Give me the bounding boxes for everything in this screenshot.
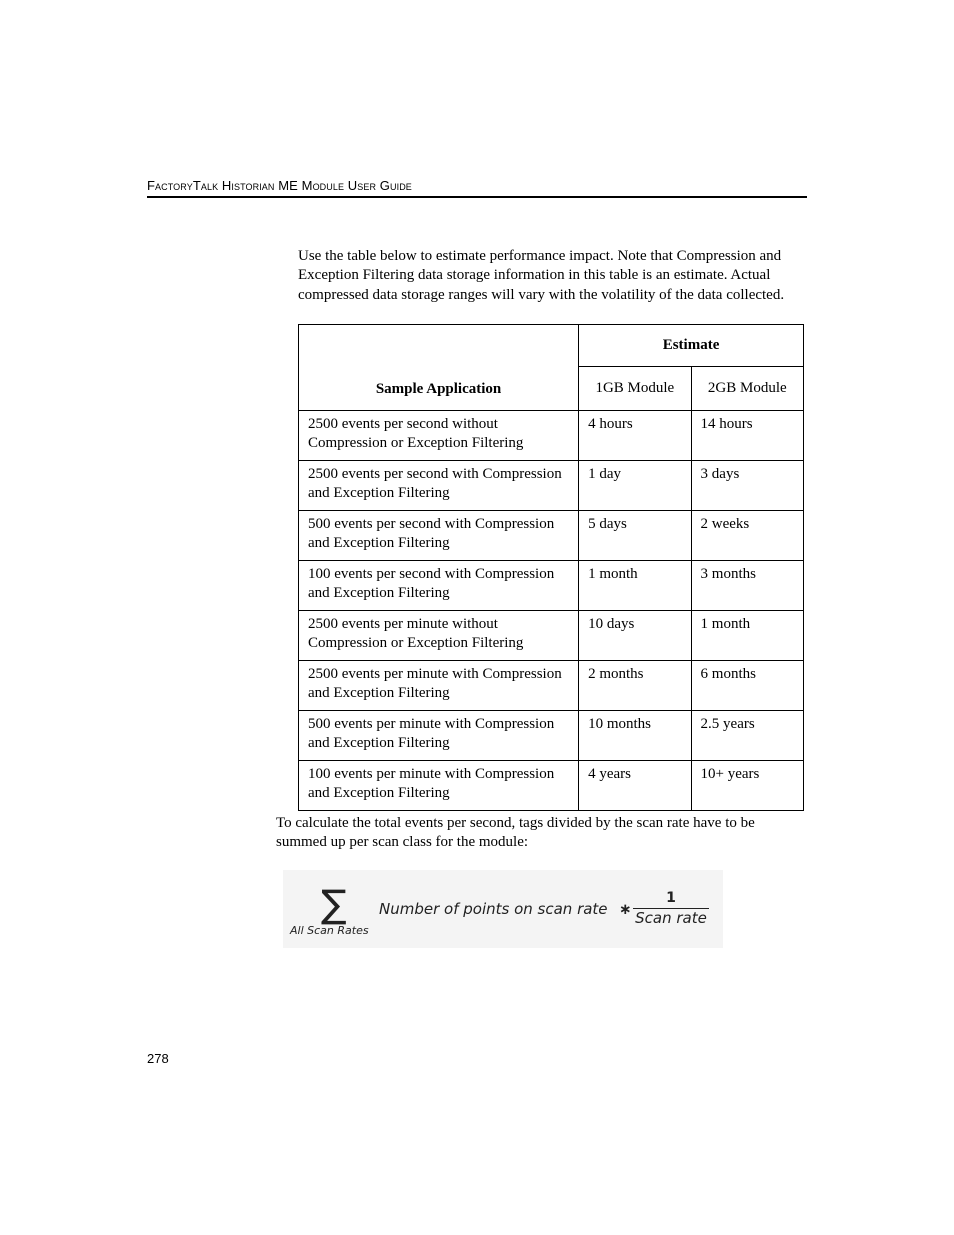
multiply-operator: ∗ bbox=[619, 900, 632, 918]
sample-application-cell: 100 events per second with Compression and Exception Filtering bbox=[299, 561, 579, 611]
estimate-1gb-cell: 4 years bbox=[579, 761, 691, 811]
running-header: FactoryTalk Historian ME Module User Guide bbox=[147, 178, 807, 198]
calculation-paragraph: To calculate the total events per second, tags divided by the scan rate have to be summed up per scan class for the module: bbox=[276, 815, 755, 851]
estimate-1gb-cell: 5 days bbox=[579, 511, 691, 561]
fraction bbox=[633, 890, 709, 927]
sample-application-cell: 500 events per second with Compression and Exception Filtering bbox=[299, 511, 579, 561]
table-body bbox=[299, 411, 804, 811]
table-row bbox=[299, 461, 804, 511]
sum-subscript: All Scan Rates bbox=[290, 924, 369, 937]
estimate-2gb-cell: 10+ years bbox=[691, 761, 803, 811]
estimate-1gb-cell: 1 month bbox=[579, 561, 691, 611]
estimate-2gb-cell: 3 days bbox=[691, 461, 803, 511]
formula-image bbox=[283, 870, 723, 948]
estimate-2gb-cell: 3 months bbox=[691, 561, 803, 611]
header-sample-application: Sample Application bbox=[299, 325, 579, 411]
estimate-table bbox=[298, 324, 804, 811]
estimate-2gb-cell: 2 weeks bbox=[691, 511, 803, 561]
header-estimate: Estimate bbox=[579, 325, 804, 367]
table-row bbox=[299, 661, 804, 711]
header-2gb-module: 2GB Module bbox=[691, 367, 803, 411]
estimate-2gb-cell: 14 hours bbox=[691, 411, 803, 461]
estimate-2gb-cell: 6 months bbox=[691, 661, 803, 711]
page-number: 278 bbox=[147, 1051, 169, 1066]
sample-application-cell: 2500 events per second with Compression and Exception Filtering bbox=[299, 461, 579, 511]
estimate-1gb-cell: 10 days bbox=[579, 611, 691, 661]
fraction-numerator: 1 bbox=[633, 890, 709, 909]
table-row bbox=[299, 761, 804, 811]
table-row bbox=[299, 711, 804, 761]
table-row bbox=[299, 611, 804, 661]
formula-expression: Number of points on scan rate bbox=[379, 900, 608, 918]
sample-application-cell: 100 events per minute with Compression and Exception Filtering bbox=[299, 761, 579, 811]
sigma-symbol: ∑ bbox=[321, 882, 347, 926]
table-row bbox=[299, 411, 804, 461]
estimate-2gb-cell: 1 month bbox=[691, 611, 803, 661]
intro-paragraph: Use the table below to estimate performance impact. Note that Compression and Exception Filtering data storage information in this table is an estimate. Actual compressed data storage ranges will vary with the volatility of the data collected. bbox=[298, 248, 785, 303]
sample-application-cell: 2500 events per second without Compression or Exception Filtering bbox=[299, 411, 579, 461]
table-row bbox=[299, 561, 804, 611]
estimate-1gb-cell: 1 day bbox=[579, 461, 691, 511]
sample-application-cell: 2500 events per minute with Compression and Exception Filtering bbox=[299, 661, 579, 711]
table-row bbox=[299, 511, 804, 561]
sample-application-cell: 2500 events per minute without Compression or Exception Filtering bbox=[299, 611, 579, 661]
estimate-2gb-cell: 2.5 years bbox=[691, 711, 803, 761]
fraction-denominator: Scan rate bbox=[635, 909, 707, 927]
estimate-1gb-cell: 4 hours bbox=[579, 411, 691, 461]
sample-application-cell: 500 events per minute with Compression and Exception Filtering bbox=[299, 711, 579, 761]
estimate-1gb-cell: 10 months bbox=[579, 711, 691, 761]
estimate-1gb-cell: 2 months bbox=[579, 661, 691, 711]
header-1gb-module: 1GB Module bbox=[579, 367, 691, 411]
